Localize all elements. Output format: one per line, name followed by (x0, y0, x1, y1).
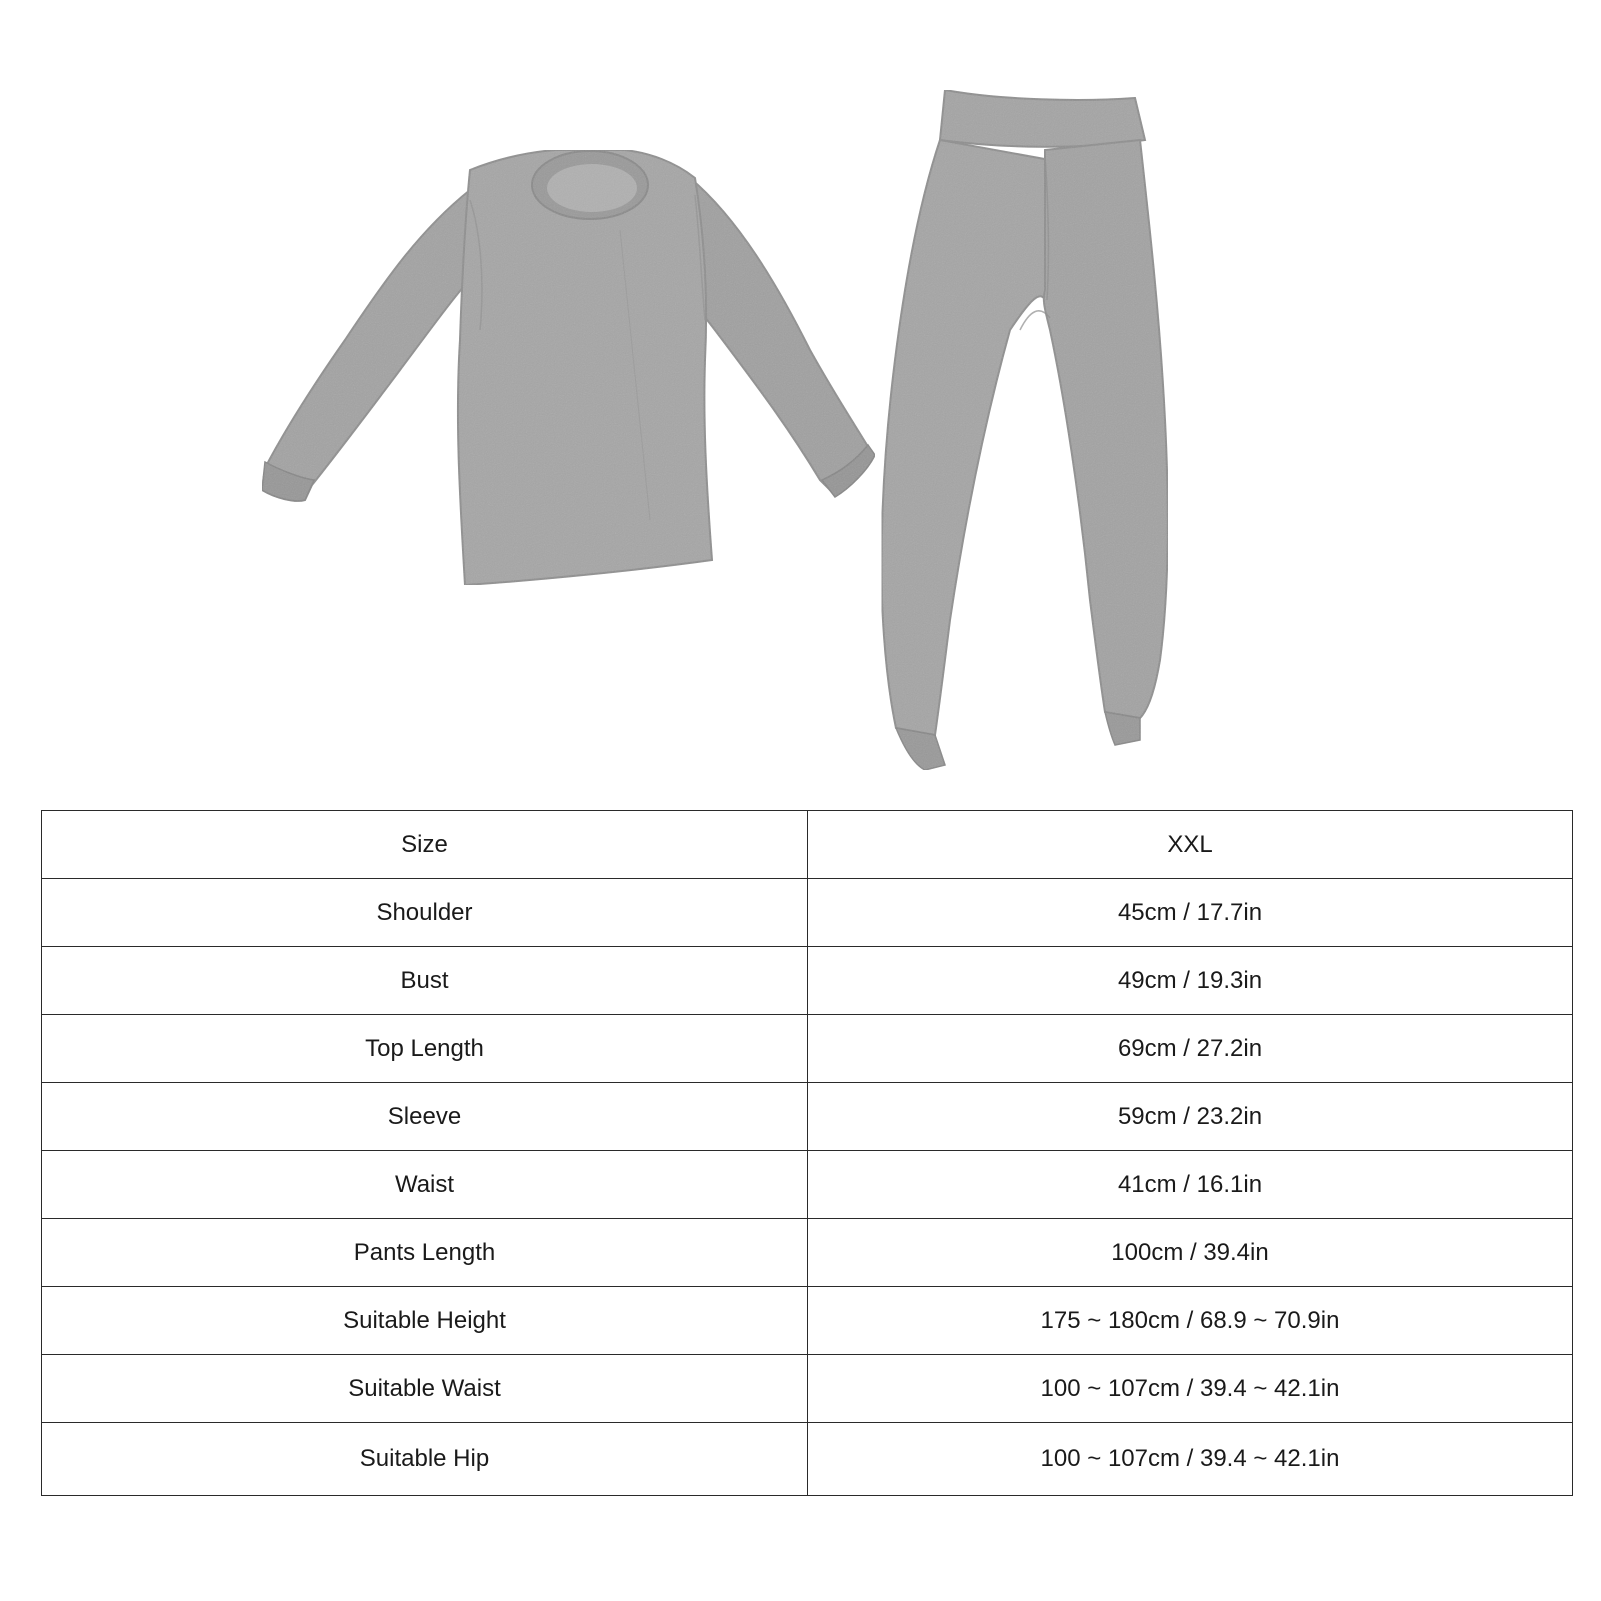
table-row (42, 1287, 1573, 1355)
table-row (42, 947, 1573, 1015)
table-row (42, 1219, 1573, 1287)
long-sleeve-top (262, 150, 875, 585)
row-value-cell: 69cm / 27.2in (808, 1015, 1573, 1083)
row-label-cell: Shoulder (42, 879, 808, 947)
row-value-cell: 41cm / 16.1in (808, 1151, 1573, 1219)
table-row (42, 1015, 1573, 1083)
row-label-cell: Suitable Hip (42, 1423, 808, 1496)
row-label-cell: Suitable Height (42, 1287, 808, 1355)
row-value-cell: 175 ~ 180cm / 68.9 ~ 70.9in (808, 1287, 1573, 1355)
row-label-cell: Bust (42, 947, 808, 1015)
row-label-cell: Pants Length (42, 1219, 808, 1287)
product-photo (0, 0, 1601, 790)
size-value-cell: XXL (808, 811, 1573, 879)
table-row (42, 879, 1573, 947)
row-value-cell: 100 ~ 107cm / 39.4 ~ 42.1in (808, 1355, 1573, 1423)
row-value-cell: 49cm / 19.3in (808, 947, 1573, 1015)
table-row (42, 1151, 1573, 1219)
row-label-cell: Waist (42, 1151, 808, 1219)
row-label-cell: Suitable Waist (42, 1355, 808, 1423)
table-header-row (42, 811, 1573, 879)
row-value-cell: 100cm / 39.4in (808, 1219, 1573, 1287)
long-pants (882, 90, 1168, 770)
row-value-cell: 59cm / 23.2in (808, 1083, 1573, 1151)
table-row (42, 1083, 1573, 1151)
row-value-cell: 45cm / 17.7in (808, 879, 1573, 947)
row-value-cell: 100 ~ 107cm / 39.4 ~ 42.1in (808, 1423, 1573, 1496)
size-table (41, 810, 1573, 1496)
table-row (42, 1423, 1573, 1496)
table-row (42, 1355, 1573, 1423)
size-label-cell: Size (42, 811, 808, 879)
row-label-cell: Top Length (42, 1015, 808, 1083)
row-label-cell: Sleeve (42, 1083, 808, 1151)
